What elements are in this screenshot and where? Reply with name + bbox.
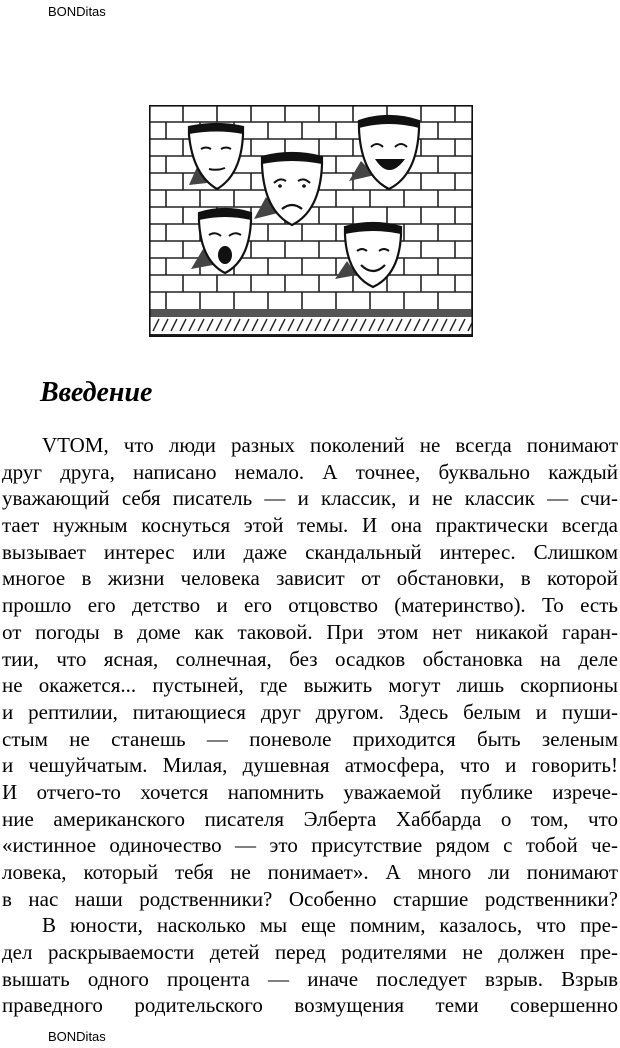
text-line: дел раскрываемости детей перед родителями не должен пре- — [2, 940, 618, 965]
chapter-title: Введение — [40, 377, 153, 408]
text-line: VTOM, что люди разных поколений не всегда понимают — [42, 433, 618, 457]
body-text — [2, 432, 618, 1019]
theater-masks-on-brick-wall-icon — [149, 105, 473, 337]
text-line: прошло его детство и его отцовство (материнство). То есть — [2, 593, 618, 618]
text-line: вызывает интерес или даже скандальный интерес. Слишком — [2, 539, 618, 564]
text-line: «истинное одиночество — это присутствие рядом с тобой че- — [2, 833, 618, 858]
text-line: многое в жизни человека зависит от обстановки, в которой — [2, 566, 618, 591]
text-line: В юности, насколько мы еще помним, казалось, что пре- — [42, 913, 618, 938]
text-line: праведного родительского возмущения теми совершенно — [2, 993, 618, 1018]
theater-masks-illustration — [149, 105, 473, 337]
text-line: тает нужным коснуться этой темы. И она практически всегда — [2, 513, 618, 538]
running-head-top: BONDitas — [48, 4, 106, 19]
text-line: ние американского писателя Элберта Хаббарда о том, что — [2, 806, 618, 831]
text-line: стым не станешь — поневоле приходится быть зеленым — [2, 726, 618, 751]
text-line: от погоды в доме как таковой. При этом нет никакой гаран- — [2, 619, 618, 644]
text-line: в нас наши родственники? Особенно старшие родственники? — [2, 886, 618, 911]
text-line: не окажется... пустыней, где выжить могут лишь скорпионы — [2, 673, 618, 698]
text-line: ловека, который тебя не понимает». А много ли понимают — [2, 860, 618, 884]
running-head-bottom: BONDitas — [48, 1029, 106, 1044]
text-line: уважающий себя писатель — и классик, и не классик — счи- — [2, 486, 618, 511]
text-line: вышать одного процента — иначе последует взрыв. Взрыв — [2, 966, 618, 991]
text-line: друг друга, написано немало. А точнее, буквально каждый — [2, 459, 618, 484]
text-line: тии, что ясная, солнечная, без осадков обстановка на деле — [2, 646, 618, 671]
text-line: и рептилии, питающиеся друг другом. Здесь белым и пуши- — [2, 699, 618, 724]
text-line: и чешуйчатым. Милая, душевная атмосфера, что и говорить! — [2, 753, 618, 778]
text-line: И отчего-то хочется напомнить уважаемой публике изрече- — [2, 779, 618, 804]
